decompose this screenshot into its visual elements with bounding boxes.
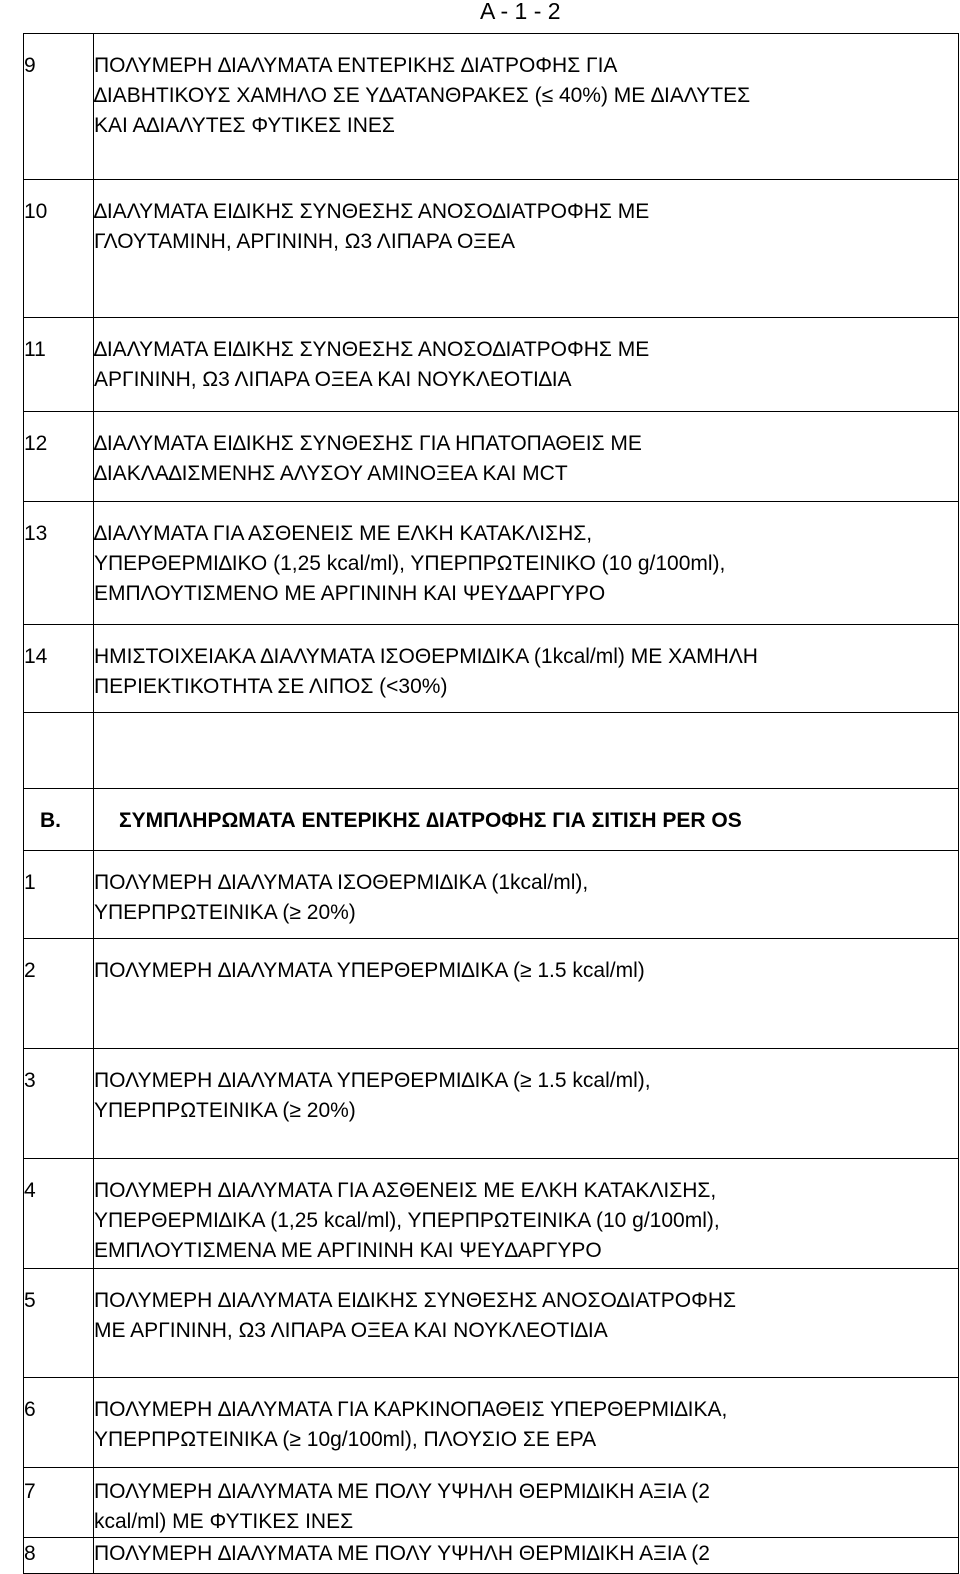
- description-line: ΥΠΕΡΠΡΩΤΕΙΝΙΚΑ (≥ 10g/100ml), ΠΛΟΥΣΙΟ ΣΕ ΕΡΑ: [94, 1428, 597, 1451]
- description-line: ΥΠΕΡΘΕΡΜΙ∆ΙΚΟ (1,25 kcal/ml), ΥΠΕΡΠΡΩΤΕΙΝΙΚΟ (10 g/100ml),: [94, 552, 726, 575]
- description-line: ∆ΙΑΛΥΜΑΤΑ ΕΙ∆ΙΚΗΣ ΣΥΝΘΕΣΗΣ ΑΝΟΣΟ∆ΙΑΤΡΟΦΗΣ ΜΕ: [94, 338, 650, 361]
- table-row: [24, 1049, 959, 1159]
- description-line: kcal/ml) ΜΕ ΦΥΤΙΚΕΣ ΙΝΕΣ: [94, 1510, 354, 1533]
- table-row: [24, 1269, 959, 1378]
- description-line: ∆ΙΑΛΥΜΑΤΑ ΕΙ∆ΙΚΗΣ ΣΥΝΘΕΣΗΣ ΑΝΟΣΟ∆ΙΑΤΡΟΦΗΣ ΜΕ: [94, 200, 650, 223]
- section-number: Β.: [24, 789, 94, 851]
- description-line: ∆ΙΑΛΥΜΑΤΑ ΓΙΑ ΑΣΘΕΝΕΙΣ ΜΕ ΕΛΚΗ ΚΑΤΑΚΛΙΣΗΣ,: [94, 522, 593, 545]
- row-description: [94, 1269, 959, 1378]
- row-number: 3: [24, 1049, 94, 1159]
- empty-row: [24, 713, 959, 789]
- row-number: 4: [24, 1159, 94, 1269]
- description-line: ΥΠΕΡΠΡΩΤΕΙΝΙΚΑ (≥ 20%): [94, 901, 356, 924]
- row-description: [94, 625, 959, 713]
- row-number: 8: [24, 1538, 94, 1574]
- row-description: [94, 851, 959, 939]
- description-line: ΑΡΓΙΝΙΝΗ, Ω3 ΛΙΠΑΡΑ ΟΞΕΑ ΚΑΙ ΝΟΥΚΛΕΟΤΙ∆ΙΑ: [94, 368, 572, 391]
- description-line: ΠΟΛΥΜΕΡΗ ∆ΙΑΛΥΜΑΤΑ ΓΙΑ ΚΑΡΚΙΝΟΠΑΘΕΙΣ ΥΠΕΡΘΕΡΜΙ∆ΙΚΑ,: [94, 1398, 728, 1421]
- description-line: ΠΟΛΥΜΕΡΗ ∆ΙΑΛΥΜΑΤΑ ΜΕ ΠΟΛΥ ΥΨΗΛΗ ΘΕΡΜΙ∆ΙΚΗ ΑΞΙΑ (2: [94, 1480, 710, 1503]
- row-description: [94, 318, 959, 412]
- row-number: 5: [24, 1269, 94, 1378]
- row-description: [94, 713, 959, 789]
- products-table: [23, 33, 959, 1574]
- description-line: ΗΜΙΣΤΟΙΧΕΙΑΚΑ ∆ΙΑΛΥΜΑΤΑ ΙΣΟΘΕΡΜΙ∆ΙΚΑ (1kcal/ml) ΜΕ ΧΑΜΗΛΗ: [94, 645, 758, 668]
- description-line: ΥΠΕΡΘΕΡΜΙ∆ΙΚΑ (1,25 kcal/ml), ΥΠΕΡΠΡΩΤΕΙΝΙΚΑ (10 g/100ml),: [94, 1209, 720, 1232]
- table-row: [24, 180, 959, 318]
- row-description: [94, 1378, 959, 1468]
- row-number: 12: [24, 412, 94, 502]
- description-line: ΠΟΛΥΜΕΡΗ ∆ΙΑΛΥΜΑΤΑ ΓΙΑ ΑΣΘΕΝΕΙΣ ΜΕ ΕΛΚΗ ΚΑΤΑΚΛΙΣΗΣ,: [94, 1179, 717, 1202]
- row-description: [94, 412, 959, 502]
- row-number: 9: [24, 34, 94, 180]
- description-line: ∆ΙΑΒΗΤΙΚΟΥΣ ΧΑΜΗΛΟ ΣΕ Υ∆ΑΤΑΝΘΡΑΚΕΣ (≤ 40%) ΜΕ ∆ΙΑΛΥΤΕΣ: [94, 84, 751, 107]
- row-description: [94, 34, 959, 180]
- row-description: [94, 1049, 959, 1159]
- description-line: ΠΟΛΥΜΕΡΗ ∆ΙΑΛΥΜΑΤΑ ΕΝΤΕΡΙΚΗΣ ∆ΙΑΤΡΟΦΗΣ ΓΙΑ: [94, 54, 618, 77]
- table-row: [24, 1378, 959, 1468]
- table-row: [24, 412, 959, 502]
- row-number: [24, 713, 94, 789]
- table-row: [24, 851, 959, 939]
- row-number: 10: [24, 180, 94, 318]
- description-line: ΕΜΠΛΟΥΤΙΣΜΕΝΟ ΜΕ ΑΡΓΙΝΙΝΗ ΚΑΙ ΨΕΥ∆ΑΡΓΥΡΟ: [94, 582, 606, 605]
- row-description: [94, 1468, 959, 1538]
- row-description: [94, 1159, 959, 1269]
- row-number: 2: [24, 939, 94, 1049]
- row-description: [94, 502, 959, 625]
- table-row: [24, 625, 959, 713]
- table-row: [24, 318, 959, 412]
- row-description: [94, 180, 959, 318]
- row-number: 11: [24, 318, 94, 412]
- description-line: ΕΜΠΛΟΥΤΙΣΜΕΝΑ ΜΕ ΑΡΓΙΝΙΝΗ ΚΑΙ ΨΕΥ∆ΑΡΓΥΡΟ: [94, 1239, 602, 1262]
- row-number: 6: [24, 1378, 94, 1468]
- section-title: ΣΥΜΠΛΗΡΩΜΑΤΑ ΕΝΤΕΡΙΚΗΣ ∆ΙΑΤΡΟΦΗΣ ΓΙΑ ΣΙΤΙΣΗ PER OS: [94, 789, 959, 851]
- description-line: ΠΟΛΥΜΕΡΗ ∆ΙΑΛΥΜΑΤΑ ΥΠΕΡΘΕΡΜΙ∆ΙΚΑ (≥ 1.5 kcal/ml),: [94, 1069, 651, 1092]
- description-line: ∆ΙΑΚΛΑ∆ΙΣΜΕΝΗΣ ΑΛΥΣΟΥ ΑΜΙΝΟΞΕΑ ΚΑΙ MCT: [94, 462, 568, 485]
- description-line: ΠΟΛΥΜΕΡΗ ∆ΙΑΛΥΜΑΤΑ ΥΠΕΡΘΕΡΜΙ∆ΙΚΑ (≥ 1.5 kcal/ml): [94, 959, 645, 982]
- table-row: [24, 502, 959, 625]
- description-line: ΥΠΕΡΠΡΩΤΕΙΝΙΚΑ (≥ 20%): [94, 1099, 356, 1122]
- row-number: 13: [24, 502, 94, 625]
- table-row: [24, 1468, 959, 1538]
- table-row: [24, 939, 959, 1049]
- description-line: ΠΟΛΥΜΕΡΗ ∆ΙΑΛΥΜΑΤΑ ΜΕ ΠΟΛΥ ΥΨΗΛΗ ΘΕΡΜΙ∆ΙΚΗ ΑΞΙΑ (2: [94, 1542, 710, 1565]
- row-number: 1: [24, 851, 94, 939]
- page-number: Α - 1 - 2: [480, 0, 561, 24]
- description-line: ΜΕ ΑΡΓΙΝΙΝΗ, Ω3 ΛΙΠΑΡΑ ΟΞΕΑ ΚΑΙ ΝΟΥΚΛΕΟΤΙ∆ΙΑ: [94, 1319, 608, 1342]
- table-row: [24, 34, 959, 180]
- row-description: [94, 1538, 959, 1574]
- description-line: ΠΟΛΥΜΕΡΗ ∆ΙΑΛΥΜΑΤΑ ΕΙ∆ΙΚΗΣ ΣΥΝΘΕΣΗΣ ΑΝΟΣΟ∆ΙΑΤΡΟΦΗΣ: [94, 1289, 736, 1312]
- description-line: ΠΕΡΙΕΚΤΙΚΟΤΗΤΑ ΣΕ ΛΙΠΟΣ (<30%): [94, 675, 448, 698]
- row-number: 14: [24, 625, 94, 713]
- section-header-row: [24, 789, 959, 851]
- description-line: ∆ΙΑΛΥΜΑΤΑ ΕΙ∆ΙΚΗΣ ΣΥΝΘΕΣΗΣ ΓΙΑ ΗΠΑΤΟΠΑΘΕΙΣ ΜΕ: [94, 432, 642, 455]
- row-description: [94, 939, 959, 1049]
- description-line: ΓΛΟΥΤΑΜΙΝΗ, ΑΡΓΙΝΙΝΗ, Ω3 ΛΙΠΑΡΑ ΟΞΕΑ: [94, 230, 515, 253]
- table-row: [24, 1538, 959, 1574]
- description-line: ΠΟΛΥΜΕΡΗ ∆ΙΑΛΥΜΑΤΑ ΙΣΟΘΕΡΜΙ∆ΙΚΑ (1kcal/ml),: [94, 871, 589, 894]
- table-row: [24, 1159, 959, 1269]
- description-line: ΚΑΙ Α∆ΙΑΛΥΤΕΣ ΦΥΤΙΚΕΣ ΙΝΕΣ: [94, 114, 395, 137]
- row-number: 7: [24, 1468, 94, 1538]
